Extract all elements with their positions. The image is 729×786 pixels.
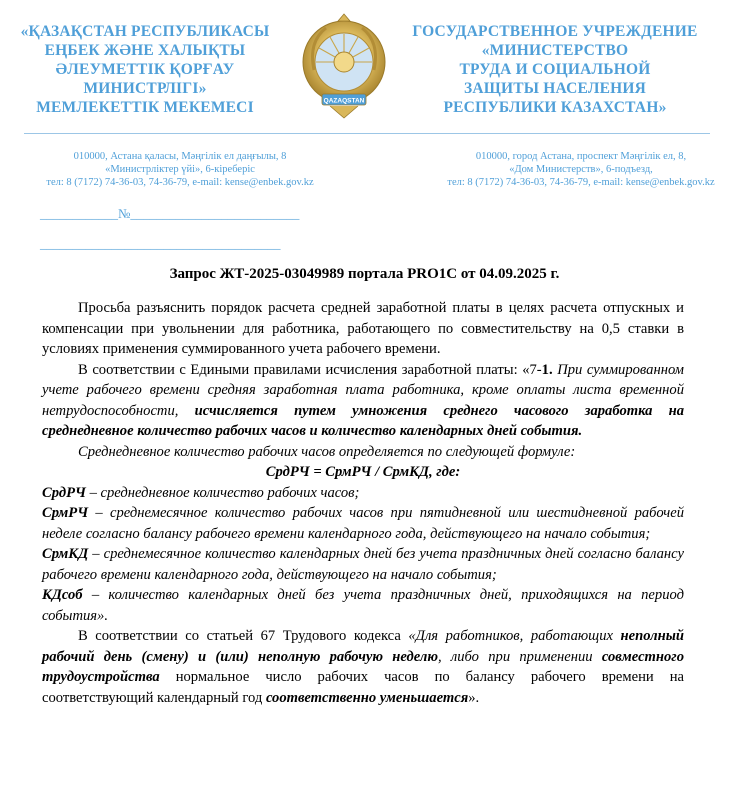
address-right-line: «Дом Министерств», 6-подъезд,: [509, 164, 653, 175]
paragraph-labor-code: [42, 626, 684, 708]
header-left-line: ЕҢБЕК ЖӘНЕ ХАЛЫҚТЫ: [44, 42, 246, 59]
header-left-line: ӘЛЕУМЕТТІК ҚОРҒАУ: [55, 61, 235, 78]
definition-item: [42, 503, 684, 544]
header-right-line: ЗАЩИТЫ НАСЕЛЕНИЯ: [463, 80, 647, 97]
text-span: нормальное число рабочих часов по балансу рабочего времени на соответствующий календарный год: [42, 669, 684, 706]
text-span-italic: Среднедневное количество рабочих часов определяется по следующей формуле:: [78, 443, 576, 460]
document-title: Запрос ЖТ-2025-03049989 портала PRO1C от 04.09.2025 г.: [169, 266, 560, 282]
definition-term: СрмКД: [42, 546, 89, 562]
definition-text: – среднедневное количество рабочих часов;: [85, 484, 360, 501]
address-right: [440, 150, 722, 189]
header-right-line: ТРУДА И СОЦИАЛЬНОЙ: [459, 61, 651, 78]
header-left-line: МИНИСТРЛІГІ»: [83, 80, 207, 97]
header-right-line: РЕСПУБЛИКИ КАЗАХСТАН»: [443, 99, 667, 116]
text-span-bold-italic: соответственно уменьшается: [265, 689, 469, 706]
address-left-line: «Министрліктер үйі», 6-кіреберіс: [105, 164, 255, 175]
definition-term: СрдРЧ: [42, 484, 86, 501]
formula-text: СрдРЧ = СрмРЧ / СрмКД, где:: [265, 464, 461, 480]
text-span-italic: , либо при применении: [437, 648, 602, 665]
header-divider: [24, 133, 710, 134]
header-left-line: МЕМЛЕКЕТТІК МЕКЕМЕСІ: [36, 99, 254, 116]
definition-item: [42, 585, 684, 626]
definition-text: – количество календарных дней без учета праздничных дней, приходящихся на период события».: [42, 587, 684, 624]
header-right-line: «МИНИСТЕРСТВО: [481, 42, 629, 59]
definition-item: [42, 483, 684, 504]
text-span-bold-italic: неполный рабочий день (смену) и (или) неполную рабочую неделю: [42, 628, 684, 665]
header-right-org-name: [395, 22, 715, 117]
formula: [42, 462, 684, 483]
paragraph-request: Просьба разъяснить порядок расчета средней заработной платы в целях расчета отпускных и компенсации при увольнении для работника, работающего по совместительству на 0,5 ставки в условиях применения суммированного учета рабочего времени.: [42, 300, 684, 357]
text-span-italic: «Для работников, работающих: [408, 628, 621, 644]
header-right-line: ГОСУДАРСТВЕННОЕ УЧРЕЖДЕНИЕ: [412, 23, 698, 40]
text-span-italic: При суммированном учете рабочего времени средняя заработная плата работника, кроме оплаты листа временной нетрудоспособности,: [42, 361, 684, 419]
header-left-org-name: [10, 22, 280, 117]
header-left-line: «ҚАЗАҚСТАН РЕСПУБЛИКАСЫ: [20, 23, 270, 40]
address-left-line: 010000, Астана қаласы, Мәңгілік ел даңғылы, 8: [73, 151, 287, 162]
address-left-line: тел: 8 (7172) 74-36-03, 74-36-79, e-mail: kense@enbek.gov.kz: [46, 177, 314, 188]
definition-item: [42, 544, 684, 585]
address-left: [40, 150, 320, 189]
definition-term: КДсоб: [42, 587, 83, 603]
registration-number-line: ____________№__________________________: [40, 206, 300, 221]
text-span: ».: [468, 689, 480, 706]
document-body: [42, 298, 684, 708]
text-span: В соответствии с Едиными правилами исчисления заработной платы: «7-: [78, 361, 542, 378]
text-span-bold-italic: исчисляется путем умножения среднего часового заработка на среднедневное количество рабочих часов и количество календарных дней события.: [42, 402, 684, 439]
state-emblem-icon: [300, 12, 388, 120]
paragraph-formula-intro: [42, 442, 684, 463]
address-right-line: 010000, город Астана, проспект Мәңгілік ел, 8,: [475, 151, 687, 162]
text-span: В соответствии со статьей 67 Трудового кодекса: [78, 628, 409, 644]
paragraph-rules-quote: [42, 360, 684, 442]
definition-text: – среднемесячное количество рабочих часов при пятидневной или шестидневной рабочей неделе согласно балансу рабочего времени календарного года, действующего на начало события;: [42, 505, 684, 542]
address-right-line: тел: 8 (7172) 74-36-03, 74-36-79, e-mail: kense@enbek.gov.kz: [447, 177, 715, 188]
emblem-text: QAZAQSTAN: [323, 97, 365, 105]
registration-date-line: _____________________________________: [40, 236, 281, 251]
text-span-bold-italic: совместного трудоустройства: [42, 648, 684, 685]
text-span-bold: 1.: [541, 361, 553, 378]
definition-term: СрмРЧ: [42, 505, 89, 521]
definition-text: – среднемесячное количество календарных дней без учета праздничных дней согласно балансу рабочего времени календарного года, действующего на начало события;: [42, 546, 684, 583]
